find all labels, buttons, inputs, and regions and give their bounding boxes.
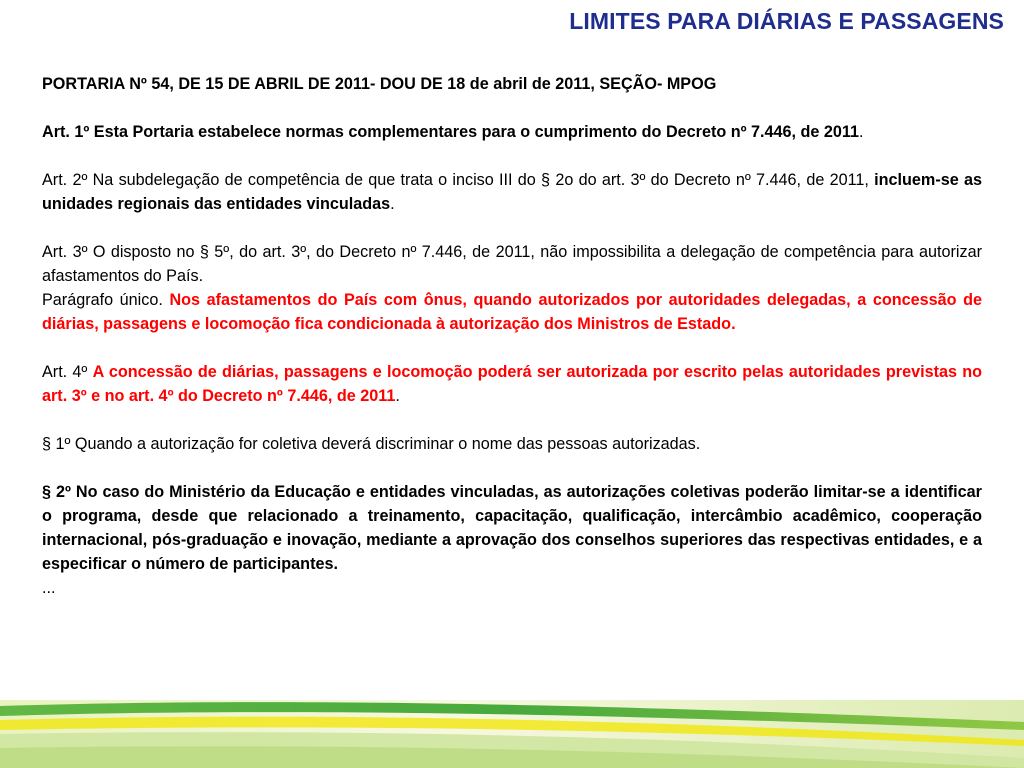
article-3-paragrafo: [42, 288, 982, 336]
portaria-heading: PORTARIA Nº 54, DE 15 DE ABRIL DE 2011- DOU DE 18 de abril de 2011, SEÇÃO- MPOG: [42, 75, 717, 93]
article-2: [42, 168, 982, 216]
article-1: [42, 120, 982, 144]
footer-swoosh-decoration: [0, 700, 1024, 768]
ellipsis: ...: [42, 579, 56, 597]
article-2-text: Art. 2º Na subdelegação de competência de que trata o inciso III do § 2o do art. 3º do Decreto nº 7.446, de 2011,: [42, 171, 875, 189]
article-4-end: .: [395, 387, 400, 405]
article-1-text: Art. 1º Esta Portaria estabelece normas complementares para o cumprimento do Decreto nº 7.446, de 2011: [42, 123, 860, 141]
paragraph-2: § 2º No caso do Ministério da Educação e entidades vinculadas, as autorizações coletivas poderão limitar-se a identificar o programa, desde que relacionado a treinamento, capacitação, qualificação, intercâmbio acadêmico, cooperação internacional, pós-graduação e inovação, mediante a aprovação dos conselhos superiores das respectivas entidades, e a especificar o número de participantes.: [42, 483, 982, 573]
slide-title: LIMITES PARA DIÁRIAS E PASSAGENS: [569, 8, 1004, 34]
article-4: [42, 360, 982, 408]
article-3: Art. 3º O disposto no § 5º, do art. 3º, do Decreto nº 7.446, de 2011, não impossibilita a delegação de competência para autorizar afastamentos do País.: [42, 243, 982, 285]
paragrafo-highlight: Nos afastamentos do País com ônus, quando autorizados por autoridades delegadas, a concessão de diárias, passagens e locomoção fica condicionada à autorização dos Ministros de Estado.: [42, 291, 983, 333]
article-4-label: Art. 4º: [42, 363, 93, 381]
article-4-highlight: A concessão de diárias, passagens e locomoção poderá ser autorizada por escrito pelas autoridades previstas no art. 3º e no art. 4º do Decreto nº 7.446, de 2011: [42, 363, 983, 405]
document-body: [42, 72, 982, 600]
paragraph-1: § 1º Quando a autorização for coletiva deverá discriminar o nome das pessoas autorizadas.: [42, 435, 701, 453]
article-2-highlight: incluem-se as unidades regionais das entidades vinculadas: [42, 171, 982, 213]
paragrafo-label: Parágrafo único.: [42, 291, 170, 309]
article-2-end: .: [390, 195, 395, 213]
article-1-end: .: [859, 123, 864, 141]
